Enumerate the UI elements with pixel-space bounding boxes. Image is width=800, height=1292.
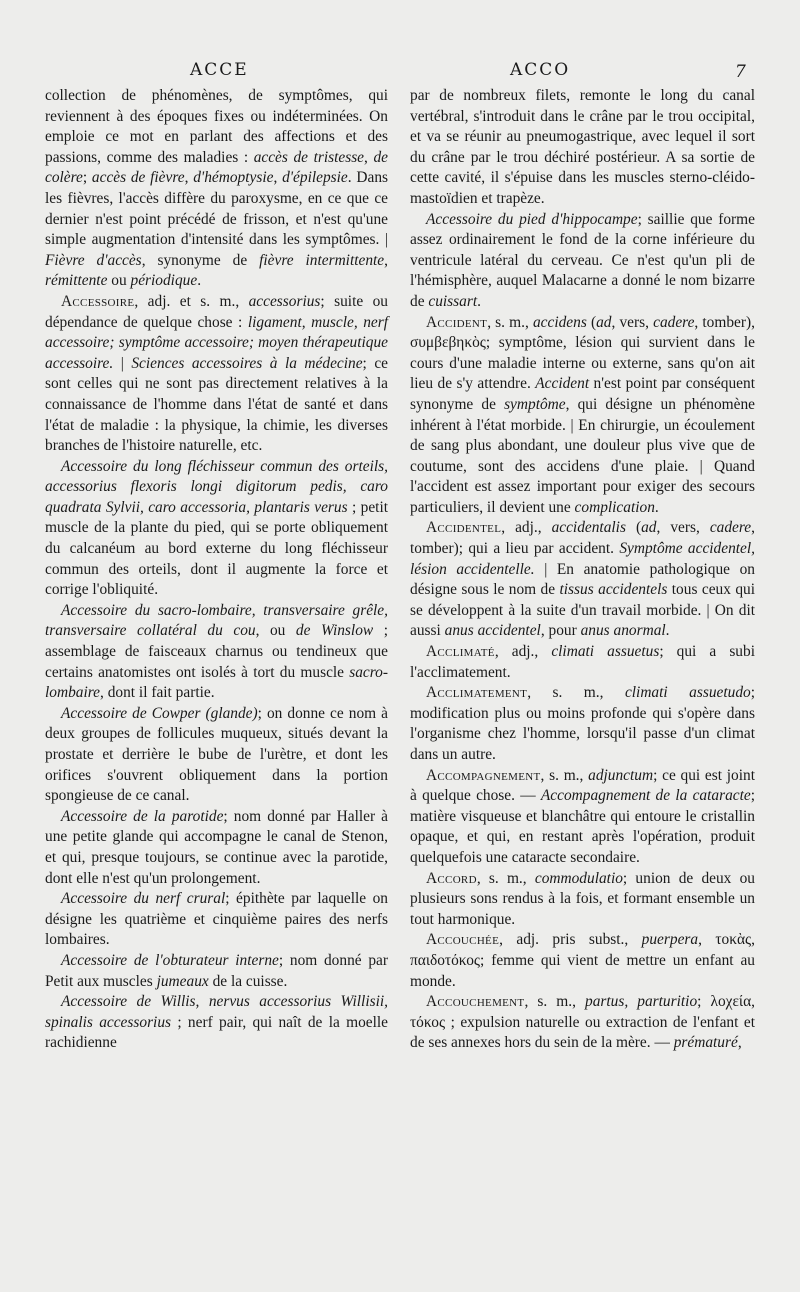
- entry-text: , adj. et s. m.,: [134, 292, 249, 310]
- entry-paragraph: [410, 86, 755, 210]
- page-number: 7: [735, 62, 746, 82]
- italic-term: de colère: [45, 148, 388, 187]
- entry-text: collection de phénomènes, de symptômes, qui reviennent à des époques fixes ou indéterminées. On emploie ce mot en parlant des affections et des passions, comme des maladies :: [45, 87, 388, 166]
- italic-term: accès de tristesse: [253, 148, 365, 166]
- entry-text: | En anatomie pathologique on désigne sous le nom de: [410, 560, 755, 599]
- entry-paragraph: [45, 992, 388, 1054]
- entry-text: ,: [737, 1034, 742, 1052]
- italic-term: rémittente: [45, 272, 108, 290]
- entry-text: .: [665, 622, 670, 640]
- italic-term: Sciences accessoires à la médecine: [131, 354, 363, 372]
- italic-term: cadere: [653, 313, 695, 331]
- entry-paragraph: [45, 807, 388, 889]
- entry-text: , s. m.,: [524, 993, 586, 1011]
- italic-term: ad: [641, 519, 657, 537]
- entry-text: , adj.,: [501, 519, 552, 537]
- italic-term: adjunctum: [588, 766, 654, 784]
- italic-term: Accessoire de Cowper (glande): [61, 704, 258, 722]
- italic-term: accidens: [532, 313, 587, 331]
- entry-text: , tomber); qui a lieu par accident.: [410, 519, 755, 558]
- entry-text: ; ce qui est joint à quelque chose. —: [410, 766, 755, 805]
- italic-term: Accessoire de Willis, nervus accessorius Willisii, spinalis accessorius: [45, 993, 388, 1031]
- headword: Accouchement: [426, 993, 525, 1011]
- entry-text: (: [586, 313, 597, 331]
- entry-text: ; qui a subi l'acclimatement.: [410, 643, 755, 681]
- entry-paragraph: [410, 992, 755, 1054]
- entry-text: ; nerf pair, qui naît de la moelle rachidienne: [45, 1013, 388, 1052]
- italic-term: Accessoire du long fléchisseur commun des orteils, accessorius flexoris longi digitorum pedis, caro quadrata Sylvii, caro accessoria, plantaris verus: [45, 457, 388, 516]
- entry-text: ; modification plus ou moins profonde qui s'opère dans l'organisme chez l'homme, lorsqu'il passe d'un climat dans un autre.: [410, 684, 755, 763]
- entry-text: par de nombreux filets, remonte le long du canal vertébral, s'introduit dans le crâne par le trou occipital, et va se réunir au pneumogastrique, avec lequel il sort du crâne par le trou déchiré postérieur. A sa sortie de cette cavité, il s'épuise dans les muscles sterno-cléido-mastoïdien et trapèze.: [410, 87, 755, 207]
- italic-term: tissus accidentels: [559, 581, 668, 599]
- italic-term: d'épilepsie: [282, 169, 348, 187]
- italic-term: sacro-lombaire: [45, 663, 388, 702]
- running-header: [0, 60, 800, 86]
- entry-text: , s. m.,: [476, 869, 535, 887]
- italic-term: accidentalis: [551, 519, 626, 537]
- entry-paragraph: [410, 930, 755, 992]
- italic-term: Accessoire du sacro-lombaire, transversaire grêle, transversaire collatéral du cou: [45, 601, 388, 640]
- italic-term: partus, parturitio: [585, 993, 698, 1011]
- italic-term: anus accidentel: [444, 622, 541, 640]
- entry-text: ; nom donné par Petit aux muscles: [45, 951, 388, 990]
- entry-text: .: [654, 498, 659, 516]
- italic-term: ligament, muscle, nerf accessoire; symptôme accessoire; moyen thérapeutique accessoire.: [45, 313, 389, 372]
- entry-text: , ou: [255, 622, 296, 640]
- entry-text: ; suite ou dépendance de quelque chose :: [45, 292, 388, 331]
- entry-text: n'est point par conséquent synonyme de: [410, 375, 755, 413]
- italic-term: cuissart: [428, 292, 478, 310]
- entry-paragraph: [45, 292, 388, 457]
- entry-text: , s. m.,: [540, 766, 589, 784]
- headword: Acclimaté: [426, 643, 495, 661]
- entry-text: ; on donne ce nom à deux groupes de follicules muqueux, situés devant la prostate et derrière le bube de l'urètre, et dont les orifices s'ouvrent obliquement dans la portion spongieuse de ce canal.: [45, 704, 388, 805]
- entry-text: ,: [384, 251, 388, 269]
- entry-text: ,: [184, 169, 194, 187]
- italic-term: climati assuetudo: [624, 684, 751, 702]
- entry-text: ; épithète par laquelle on désigne les quatrième et cinquième paires des nerfs lombaires.: [45, 890, 389, 949]
- italic-term: Symptôme accidentel, lésion accidentelle.: [410, 540, 755, 578]
- entry-text: , pour: [540, 622, 581, 640]
- header-right-keyword: ACCO: [510, 60, 571, 80]
- italic-term: de Winslow: [295, 622, 374, 640]
- entry-paragraph: [410, 518, 755, 642]
- italic-term: climati assuetus: [551, 643, 660, 661]
- italic-term: complication: [574, 498, 655, 516]
- entry-text: , s. m.,: [487, 313, 533, 331]
- entry-paragraph: [410, 869, 755, 931]
- entry-text: .: [197, 272, 202, 290]
- headword: Accident: [426, 313, 488, 331]
- left-column: [45, 86, 388, 1054]
- headword: Accord: [426, 869, 477, 887]
- right-column: [410, 86, 755, 1054]
- entry-text: ; ce sont celles qui ne sont pas directement relatives à la connaissance de l'homme dans l'état de santé et dans l'état de maladie : la physique, la chimie, les diverses branches de l'histoire naturelle, etc.: [45, 354, 388, 455]
- entry-text: ; petit muscle de la plante du pied, qui se porte obliquement du calcanéum au bord externe du long fléchisseur commun des orteils, dont il augmente la force et corrige l'obliquité.: [45, 498, 388, 599]
- entry-text: , s. m.,: [527, 684, 625, 702]
- entry-text: ,: [364, 148, 374, 166]
- italic-term: jumeaux: [156, 972, 209, 990]
- entry-text: , adj.,: [494, 643, 552, 661]
- entry-paragraph: [410, 683, 755, 765]
- entry-paragraph: [45, 86, 388, 292]
- italic-term: Accessoire de l'obturateur interne: [61, 951, 279, 969]
- italic-term: accès de fièvre: [91, 169, 185, 187]
- headword: Accidentel: [426, 519, 502, 537]
- italic-term: périodique: [130, 272, 198, 290]
- italic-term: ad: [596, 313, 612, 331]
- headword: Acclimatement: [426, 684, 528, 702]
- entry-paragraph: [45, 951, 388, 992]
- entry-text: , tomber), συμβεβηκὸς; symptôme, lésion qui survient dans le cours d'une maladie interne ou externe, sans qu'on ait lieu de s'y attendre.: [410, 313, 755, 393]
- italic-term: Accessoire de la parotide: [61, 807, 224, 825]
- entry-text: ,: [273, 169, 283, 187]
- entry-paragraph: [45, 889, 388, 951]
- italic-term: symptôme: [504, 395, 566, 413]
- italic-term: Accessoire du nerf crural: [61, 890, 226, 908]
- headword: Accessoire: [61, 292, 135, 310]
- italic-term: cadere: [709, 519, 752, 537]
- entry-paragraph: [45, 457, 388, 601]
- entry-text: ; saillie que forme assez ordinairement le fond de la corne inférieure du ventricule latéral du cerveau. Ce n'est qu'un pli de l'hémisphère, auquel Malacarne a donné le nom bizarre de: [410, 210, 755, 310]
- italic-term: Accident: [535, 375, 590, 393]
- entry-text: , vers,: [611, 313, 654, 331]
- entry-paragraph: [410, 313, 755, 519]
- entry-text: ; union de deux ou plusieurs sons rendus à la fois, et formant ensemble un tout harmonique.: [410, 869, 755, 928]
- entry-text: , vers,: [656, 519, 710, 537]
- entry-text: |: [113, 354, 132, 372]
- entry-text: ; λοχεία, τόκος ; expulsion naturelle ou extraction de l'enfant et de ses annexes hors du sein de la mère. —: [410, 993, 755, 1052]
- entry-text: de la cuisse.: [208, 972, 288, 990]
- entry-text: , synonyme de: [141, 251, 260, 269]
- italic-term: d'hémoptysie: [193, 169, 274, 187]
- entry-text: , τοκὰς, παιδοτόκος; femme qui vient de mettre un enfant au monde.: [410, 931, 755, 990]
- headword: Accouchée: [426, 931, 500, 949]
- italic-term: puerpera: [641, 931, 699, 949]
- entry-text: . Dans les fièvres, l'accès diffère du paroxysme, en ce que ce dernier n'est point précédé de frisson, et n'est qu'une simple augmentation d'intensité dans les symptômes. |: [45, 169, 388, 249]
- header-left-keyword: ACCE: [190, 60, 249, 80]
- entry-text: (: [625, 519, 642, 537]
- italic-term: fièvre intermittente: [259, 251, 385, 269]
- entry-text: ; matière visqueuse et blanchâtre qui entoure le cristallin opaque, et qui, en restant après l'opération, produit quelquefois une cataracte secondaire.: [410, 787, 755, 866]
- entry-text: ; assemblage de faisceaux charnus ou tendineux que certains anatomistes ont isolés à tort du muscle: [45, 622, 388, 681]
- italic-term: prématuré: [673, 1034, 738, 1052]
- entry-paragraph: [45, 704, 388, 807]
- entry-text: ; nom donné par Haller à une petite glande qui accompagne le canal de Stenon, et qui, presque toujours, se continue avec la parotide, dont elle n'est qu'un prolongement.: [45, 807, 388, 887]
- italic-term: commodulatio: [534, 869, 623, 887]
- entry-paragraph: [45, 601, 388, 704]
- entry-text: .: [477, 292, 481, 310]
- italic-term: accessorius: [248, 292, 321, 310]
- entry-paragraph: [410, 642, 755, 683]
- entry-text: , dont il fait partie.: [100, 684, 215, 702]
- headword: Accompagnement: [426, 766, 541, 784]
- entry-paragraph: [410, 766, 755, 869]
- entry-text: , qui désigne un phénomène inhérent à l'état morbide. | En chirurgie, un écoulement de sang plus abondant, une douleur plus vive que de coutume, sont des accidens d'une plaie. | Quand l'accident est assez important pour exiger des secours particuliers, il devient une: [410, 395, 755, 516]
- italic-term: Accompagnement de la cataracte: [540, 787, 751, 805]
- italic-term: anus anormal: [580, 622, 666, 640]
- entry-paragraph: [410, 210, 755, 313]
- italic-term: Accessoire du pied d'hippocampe: [426, 210, 638, 228]
- entry-text: tous ceux qui se développent à la suite d'un travail morbide. | On dit aussi: [410, 581, 755, 640]
- entry-text: ;: [82, 169, 92, 187]
- entry-text: , adj. pris subst.,: [499, 931, 642, 949]
- italic-term: Fièvre d'accès: [45, 251, 142, 269]
- entry-text: ou: [107, 272, 131, 290]
